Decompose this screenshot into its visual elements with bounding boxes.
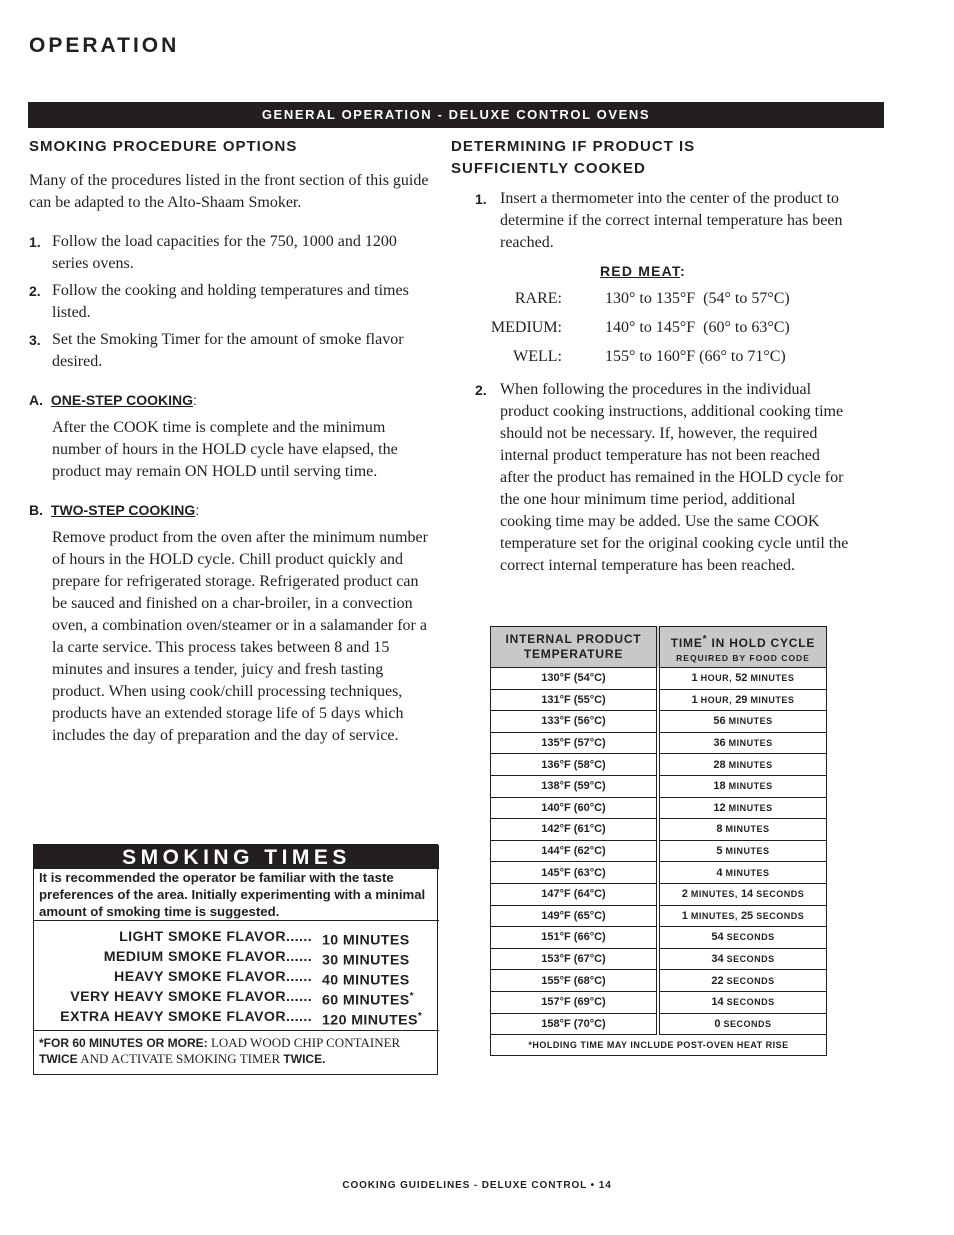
table-row [491,991,827,1013]
temp-cell: 153°F (67°C) [491,948,659,970]
leader-dots: ...... [286,929,313,945]
leader-dots: ...... [286,969,313,985]
table-footnote: *HOLDING TIME MAY INCLUDE POST-OVEN HEAT RISE [491,1035,827,1056]
doneness-label: WELL: [513,348,562,365]
smoking-times-intro: It is recommended the operator be familiar with the taste preferences of the area. Initially experimenting with a minimal amount of smoking time is suggested. [39,870,426,919]
step-number: 3. [29,332,41,348]
flavor-time: 10 MINUTES [322,932,410,949]
red-meat-heading: RED MEAT: [600,263,686,279]
flavor-name: HEAVY SMOKE FLAVOR [114,969,286,985]
temp-cell: 130°F (54°C) [491,668,659,690]
temp-cell: 140°F (60°C) [491,797,659,819]
table-row [491,775,827,797]
table-row [491,1013,827,1035]
time-cell: 4 MINUTES [658,862,827,884]
table-row [491,754,827,776]
option-b-letter: B. [29,502,43,518]
time-column-header: TIME* IN HOLD CYCLE REQUIRED BY FOOD CODE [658,627,827,668]
flavor-time: 60 MINUTES* [322,991,414,1009]
doneness-label: MEDIUM: [490,319,562,336]
leader-dots: ...... [286,949,313,965]
step-number: 2. [29,283,41,299]
time-cell: 34 SECONDS [658,948,827,970]
doneness-heading: DETERMINING IF PRODUCT IS SUFFICIENTLY COOKED [451,138,696,177]
time-cell: 12 MINUTES [658,797,827,819]
flavor-time: 120 MINUTES* [322,1011,423,1029]
option-a-heading: A. ONE-STEP COOKING: [29,392,197,408]
table-row [491,668,827,690]
smoking-procedure-heading: SMOKING PROCEDURE OPTIONS [29,138,298,155]
time-cell: 14 SECONDS [658,991,827,1013]
table-row [491,862,827,884]
table-row [491,927,827,949]
option-b-heading: B. TWO-STEP COOKING: [29,502,200,518]
temp-cell: 138°F (59°C) [491,775,659,797]
temp-column-header: INTERNAL PRODUCT TEMPERATURE [491,627,659,668]
doneness-value: 155° to 160°F (66° to 71°C) [605,348,786,365]
temp-cell: 149°F (65°C) [491,905,659,927]
time-cell: 28 MINUTES [658,754,827,776]
step-number: 1. [475,191,487,207]
step-number: 1. [29,234,41,250]
flavor-time: 40 MINUTES [322,972,410,989]
option-b-title: TWO-STEP COOKING [50,502,196,518]
temp-cell: 144°F (62°C) [491,840,659,862]
leader-dots: ...... [286,989,313,1005]
smoking-intro-text: Many of the procedures listed in the front section of this guide can be adapted to the Alto-Shaam Smoker. [29,172,429,211]
temp-cell: 157°F (69°C) [491,991,659,1013]
step-text: When following the procedures in the individual product cooking instructions, additional cooking time should not be necessary. If, however, the required internal product temperature has not been reached after the product has remained in the HOLD cycle for the one hour minimum time period, additional cooking time may be added. Use the same COOK temperature set for the original cooking cycle until the correct internal temperature has been reached. [500,381,849,574]
temp-cell: 158°F (70°C) [491,1013,659,1035]
temp-cell: 136°F (58°C) [491,754,659,776]
doneness-value: 130° to 135°F (54° to 57°C) [605,290,790,307]
divider [34,920,439,921]
page-title: OPERATION [29,34,180,57]
smoking-times-note: *FOR 60 MINUTES OR MORE: LOAD WOOD CHIP CONTAINER TWICE AND ACTIVATE SMOKING TIMER TWICE. [39,1035,401,1066]
time-cell: 1 HOUR, 29 MINUTES [658,689,827,711]
step-text: Insert a thermometer into the center of the product to determine if the correct internal temperature has been reached. [500,190,843,251]
time-cell: 1 MINUTES, 25 SECONDS [658,905,827,927]
leader-dots: ...... [286,1009,313,1025]
option-a-title: ONE-STEP COOKING [50,392,193,408]
smoking-times-box [33,844,438,1075]
table-row [491,689,827,711]
option-a-letter: A. [29,392,43,408]
table-row [491,970,827,992]
time-cell: 0 SECONDS [658,1013,827,1035]
option-a-text: After the COOK time is complete and the minimum number of hours in the HOLD cycle have elapsed, the product may remain ON HOLD until serving time. [52,419,398,480]
time-cell: 5 MINUTES [658,840,827,862]
step-text: Follow the cooking and holding temperatures and times listed. [52,282,409,321]
table-row [491,711,827,733]
flavor-name: MEDIUM SMOKE FLAVOR [103,949,286,965]
time-cell: 22 SECONDS [658,970,827,992]
temp-cell: 133°F (56°C) [491,711,659,733]
table-footnote-row [491,1035,827,1056]
flavor-time: 30 MINUTES [322,952,410,969]
flavor-name: EXTRA HEAVY SMOKE FLAVOR [60,1009,286,1025]
smoking-times-title: SMOKING TIMES [34,845,439,869]
time-cell: 36 MINUTES [658,732,827,754]
flavor-name: LIGHT SMOKE FLAVOR [119,929,286,945]
time-cell: 56 MINUTES [658,711,827,733]
section-banner: GENERAL OPERATION - DELUXE CONTROL OVENS [28,102,884,128]
temp-cell: 131°F (55°C) [491,689,659,711]
temp-cell: 147°F (64°C) [491,883,659,905]
step-text: Set the Smoking Timer for the amount of smoke flavor desired. [52,331,404,370]
flavor-name: VERY HEAVY SMOKE FLAVOR [70,989,286,1005]
temp-cell: 155°F (68°C) [491,970,659,992]
divider [34,1030,439,1031]
table-row [491,905,827,927]
table-row [491,732,827,754]
table-row [491,948,827,970]
table-row [491,797,827,819]
temp-cell: 135°F (57°C) [491,732,659,754]
step-number: 2. [475,382,487,398]
table-row [491,819,827,841]
page-footer: COOKING GUIDELINES - DELUXE CONTROL • 14 [342,1180,612,1191]
time-cell: 18 MINUTES [658,775,827,797]
time-cell: 2 MINUTES, 14 SECONDS [658,883,827,905]
option-b-text: Remove product from the oven after the minimum number of hours in the HOLD cycle. Chill product quickly and prepare for refrigerated storage. Refrigerated product can be sauced and finished on a char-broiler, in a convection oven, a combination oven/steamer or in a salamander for a la carte service. This process takes between 8 and 15 minutes and insures a tender, juicy and fresh tasting product. When using cook/chill processing techniques, products have an extended storage life of 5 days which includes the day of preparation and the day of service. [52,529,428,744]
time-cell: 1 HOUR, 52 MINUTES [658,668,827,690]
step-text: Follow the load capacities for the 750, 1000 and 1200 series ovens. [52,233,397,272]
doneness-value: 140° to 145°F (60° to 63°C) [605,319,790,336]
temp-cell: 145°F (63°C) [491,862,659,884]
hold-time-table [490,626,827,1056]
temp-cell: 151°F (66°C) [491,927,659,949]
temp-cell: 142°F (61°C) [491,819,659,841]
table-header-row [491,627,827,668]
table-row [491,840,827,862]
doneness-label: RARE: [514,290,562,307]
time-cell: 54 SECONDS [658,927,827,949]
table-row [491,883,827,905]
time-cell: 8 MINUTES [658,819,827,841]
